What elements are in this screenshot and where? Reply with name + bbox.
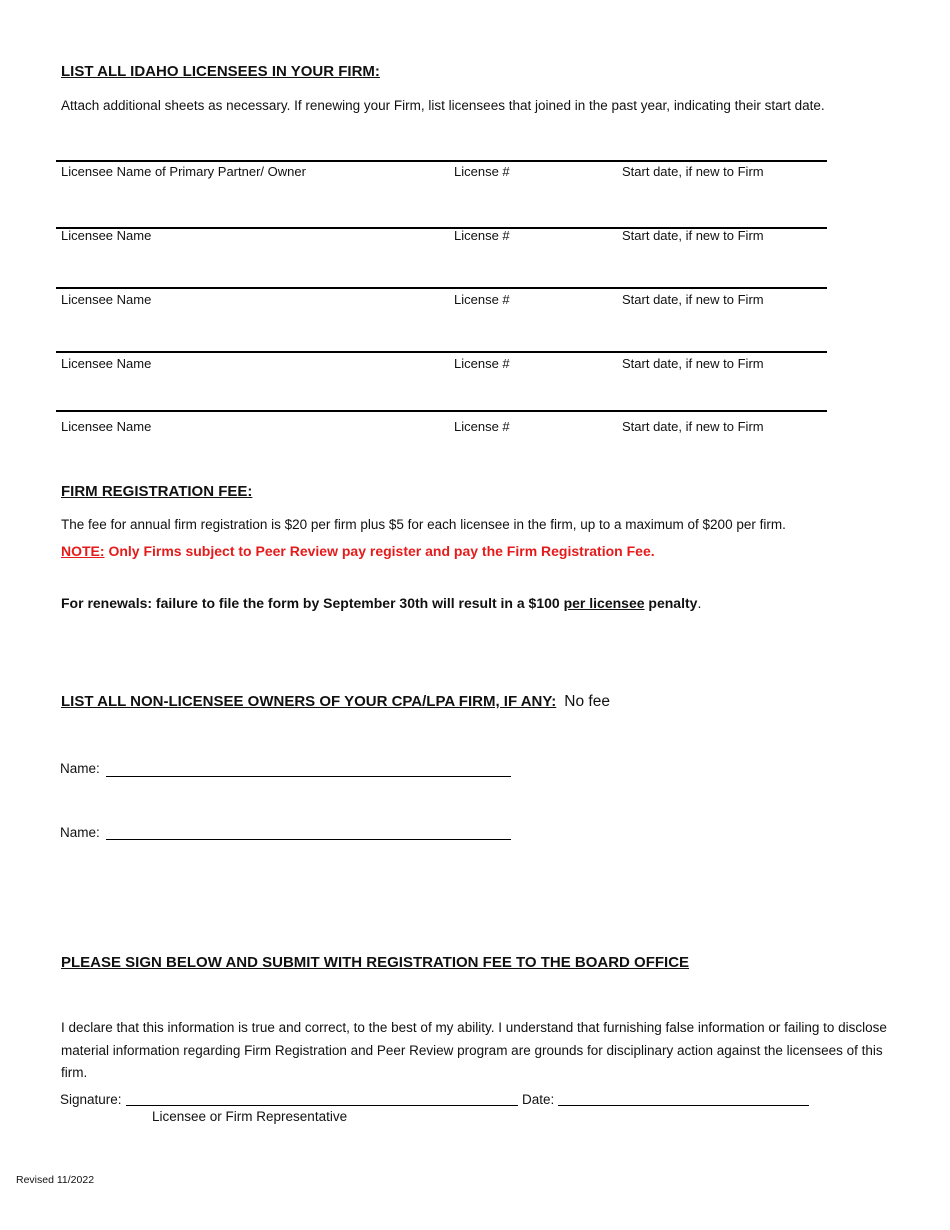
licensees-heading: LIST ALL IDAHO LICENSEES IN YOUR FIRM:: [61, 63, 380, 80]
row-divider: [56, 410, 827, 412]
row-divider: [56, 160, 827, 162]
row-divider: [56, 287, 827, 289]
name-input-2[interactable]: [106, 839, 511, 840]
revised-date: Revised 11/2022: [16, 1174, 95, 1186]
start-date-field[interactable]: Start date, if new to Firm: [622, 292, 764, 307]
renewal-text-post: penalty: [644, 595, 698, 611]
licensee-name-field[interactable]: Licensee Name: [61, 292, 152, 307]
licensee-name-field[interactable]: Licensee Name: [61, 228, 152, 243]
fee-description: The fee for annual firm registration is $20 per firm plus $5 for each licensee in the firm, up to a maximum of $200 per firm.: [61, 517, 786, 532]
signature-caption: Licensee or Firm Representative: [152, 1109, 348, 1124]
signature-label: Signature:: [60, 1092, 122, 1107]
license-number-field[interactable]: License #: [454, 164, 510, 179]
date-input[interactable]: [558, 1105, 809, 1106]
non-licensee-heading: LIST ALL NON-LICENSEE OWNERS OF YOUR CPA/LPA FIRM, IF ANY:: [61, 693, 557, 710]
note-text: Only Firms subject to Peer Review pay register and pay the Firm Registration Fee.: [104, 543, 655, 559]
license-number-field[interactable]: License #: [454, 228, 510, 243]
renewal-text-period: .: [697, 595, 702, 611]
declaration-text: I declare that this information is true and correct, to the best of my ability. I understand that furnishing false information or failing to disclose material information regarding Firm Registration and Peer Review program are grounds for disciplinary action against the licensees of this firm.: [61, 1020, 887, 1080]
no-fee-label: No fee: [564, 693, 610, 710]
note-label: NOTE:: [61, 543, 105, 559]
renewal-text-underlined: per licensee: [563, 595, 645, 611]
start-date-field[interactable]: Start date, if new to Firm: [622, 356, 764, 371]
non-licensee-heading-row: [61, 693, 610, 711]
name-label-2: Name:: [60, 825, 100, 840]
renewal-text-pre: For renewals: failure to file the form by September 30th will result in a $100: [61, 595, 564, 611]
name-input-1[interactable]: [106, 776, 511, 777]
licensee-name-field[interactable]: Licensee Name: [61, 419, 152, 434]
licensees-instruction: Attach additional sheets as necessary. If renewing your Firm, list licensees that joined in the past year, indicating their start date.: [61, 98, 825, 113]
date-label: Date:: [522, 1092, 555, 1107]
licensee-name-field[interactable]: Licensee Name of Primary Partner/ Owner: [61, 164, 306, 179]
fee-heading: FIRM REGISTRATION FEE:: [61, 483, 253, 500]
start-date-field[interactable]: Start date, if new to Firm: [622, 164, 764, 179]
fee-note: [61, 543, 655, 559]
license-number-field[interactable]: License #: [454, 292, 510, 307]
name-label-1: Name:: [60, 761, 100, 776]
renewal-penalty-notice: [61, 595, 701, 611]
start-date-field[interactable]: Start date, if new to Firm: [622, 228, 764, 243]
license-number-field[interactable]: License #: [454, 356, 510, 371]
row-divider: [56, 351, 827, 353]
license-number-field[interactable]: License #: [454, 419, 510, 434]
licensee-name-field[interactable]: Licensee Name: [61, 356, 152, 371]
start-date-field[interactable]: Start date, if new to Firm: [622, 419, 764, 434]
signature-heading: PLEASE SIGN BELOW AND SUBMIT WITH REGISTRATION FEE TO THE BOARD OFFICE: [61, 954, 690, 971]
signature-input[interactable]: [126, 1105, 518, 1106]
